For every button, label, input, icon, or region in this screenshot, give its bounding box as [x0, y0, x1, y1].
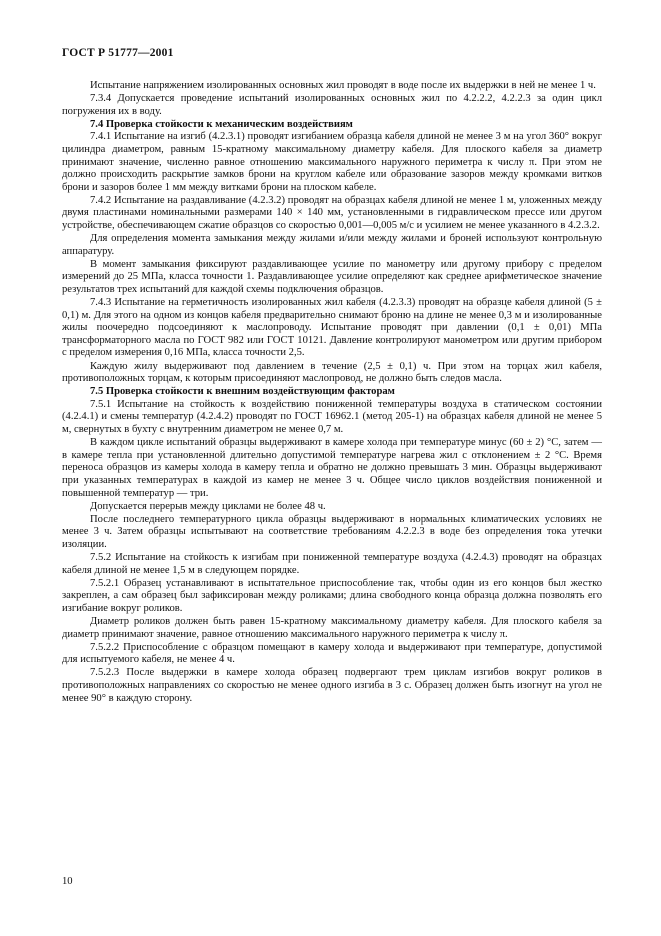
paragraph: В каждом цикле испытаний образцы выдерживают в камере холода при температуре минус (60 ± 2) °С, затем — в камере тепла при установленной длительно допустимой температуре нагрева жил с отклонением ± 2 °С. Время переноса образцов из камеры холода в камеру тепла и обратно не должно превышать 3 мин. Образцы выдерживают при указанных температурах в каждой из камер не менее 3 ч. Общее число циклов воздействия пониженной и повышенной температур — три. [62, 437, 602, 499]
section-heading: 7.5 Проверка стойкости к внешним воздействующим факторам [90, 386, 395, 398]
paragraph: Допускается перерыв между циклами не более 48 ч. [90, 500, 326, 512]
page-number: 10 [62, 876, 73, 887]
section-heading: 7.4 Проверка стойкости к механическим воздействиям [90, 118, 353, 130]
paragraph: Для определения момента замыкания между жилами и/или между жилами и броней используют контрольную аппаратуру. [62, 233, 602, 257]
paragraph: 7.3.4 Допускается проведение испытаний изолированных основных жил по 4.2.2.2, 4.2.2.3 за один цикл погружения их в воду. [62, 93, 602, 117]
paragraph: Каждую жилу выдерживают под давлением в течение (2,5 ± 0,1) ч. При этом на торцах жил кабеля, противоположных торцам, к которым присоединяют маслопровод, не должно быть следов масла. [62, 360, 602, 385]
document-body [62, 80, 602, 706]
paragraph: 7.5.2 Испытание на стойкость к изгибам при пониженной температуре воздуха (4.2.4.3) проводят на образцах кабеля длиной не менее 1,5 м в следующем порядке. [62, 551, 602, 576]
paragraph: 7.5.1 Испытание на стойкость к воздействию пониженной температуры воздуха в статическом состоянии (4.2.4.1) и смены температур (4.2.4.2) проводят по ГОСТ 16962.1 (метод 205-1) на образцах кабеля длиной не менее 5 м, свернутых в бухту с внутренним диаметром не менее 0,7 м. [62, 398, 602, 436]
paragraph: 7.5.2.1 Образец устанавливают в испытательное приспособление так, чтобы один из его концов был жестко закреплен, а сам образец был зафиксирован между роликами; длина свободного конца образца должна позволять его изгибание вокруг роликов. [62, 577, 602, 614]
paragraph: После последнего температурного цикла образцы выдерживают в нормальных климатических условиях не менее 3 ч. Затем образцы испытывают на соответствие требованиям 4.2.2.3 в воде без определения тока утечки изоляции. [62, 513, 602, 550]
paragraph: 7.4.3 Испытание на герметичность изолированных жил кабеля (4.2.3.3) проводят на образце кабеля длиной (5 ± 0,1) м. Для этого на одном из концов кабеля предварительно снимают броню на длине не менее 0,3 м и изолированные жилы поочередно подсоединяют к маслопроводу. Испытание проводят при давлении (0,1 ± 0,01) МПа трансформаторного масла по ГОСТ 982 или ГОСТ 10121. Давление контролируют манометром или другим прибором с пределом измерения 0,16 МПа, класса точности 2,5. [62, 297, 602, 359]
paragraph: 7.4.2 Испытание на раздавливание (4.2.3.2) проводят на образцах кабеля длиной не менее 1 м, уложенных между двумя пластинами номинальными размерами 140 × 140 мм, установленными в гидравлическом прессе или другом устройстве, обеспечивающем сжатие образцов со скоростью 0,001—0,005 м/с и усилием не менее указанного в 4.2.3.2. [62, 194, 602, 232]
paragraph: 7.5.2.3 После выдержки в камере холода образец подвергают трем циклам изгибов вокруг роликов в противоположных направлениях со скоростью не менее одного изгиба в 3 с. Образец должен быть изогнут на угол не менее 90° в каждую сторону. [62, 667, 602, 704]
paragraph: 7.4.1 Испытание на изгиб (4.2.3.1) проводят изгибанием образца кабеля длиной не менее 3 м на угол 360° вокруг цилиндра диаметром, равным 15-кратному максимальному диаметру кабеля. Для плоского кабеля за диаметр принимают значение, численно равное отношению максимального наружного периметра к числу π. При этом не должно происходить раскрытие замков брони на круглом кабеле или образование зазоров между кромками витков брони и зазоров более 1 мм между витками брони на плоском кабеле. [62, 131, 602, 193]
paragraph: Испытание напряжением изолированных основных жил проводят в воде после их выдержки в ней не менее 1 ч. [90, 80, 596, 91]
paragraph: 7.5.2.2 Приспособление с образцом помещают в камеру холода и выдерживают при температуре, допустимой для испытуемого кабеля, не менее 4 ч. [62, 641, 602, 666]
paragraph: Диаметр роликов должен быть равен 15-кратному максимальному диаметру кабеля. Для плоского кабеля за диаметр принимают значение, равное отношению максимального наружного периметра к числу π. [62, 615, 602, 640]
document-header: ГОСТ Р 51777—2001 [62, 47, 174, 59]
paragraph: В момент замыкания фиксируют раздавливающее усилие по манометру или другому прибору с пределом измерений до 25 МПа, класса точности 1. Раздавливающее усилие определяют как среднее арифметическое значение результатов трех испытаний для каждой схемы подключения образцов. [62, 258, 602, 295]
